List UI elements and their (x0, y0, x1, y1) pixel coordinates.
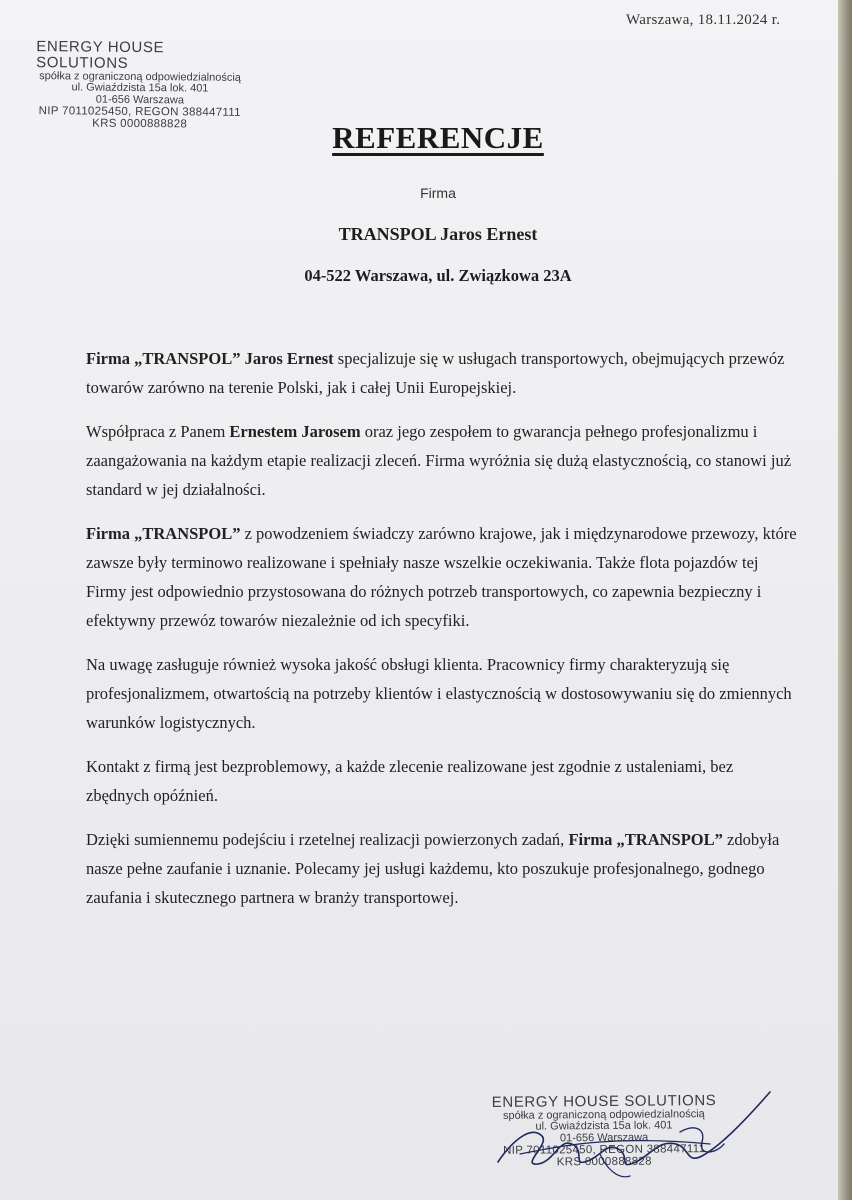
company-stamp-footer (484, 1093, 725, 1170)
paragraph-3 (86, 519, 798, 635)
paragraph-2 (86, 417, 798, 504)
stamp-city: 01-656 Warszawa (95, 93, 185, 106)
stamp-city: 01-656 Warszawa (559, 1131, 649, 1145)
firma-label: Firma (420, 185, 456, 201)
paragraph-text: oraz jego zespołem to gwarancja pełnego profesjonalizmu i zaangażowania na każdym etapie realizacji zleceń. Firma wyróżnia się dużą elastycznością, co stanowi już standard w jej działalności. (86, 422, 792, 499)
stamp-company-name: ENERGY HOUSE SOLUTIONS (491, 1092, 717, 1111)
paragraph-4: Na uwagę zasługuje również wysoka jakość obsługi klienta. Pracownicy firmy charakteryzują się profesjonalizmem, otwartością na potrzeby klientów i elastycznością w dostosowywaniu się do zmiennych warunków logistycznych. (86, 655, 792, 732)
document-date: Warszawa, 18.11.2024 r. (626, 12, 781, 28)
company-stamp-header (30, 39, 251, 131)
bold-company-name: Firma „TRANSPOL” (568, 830, 723, 849)
stamp-company-name: ENERGY HOUSE SOLUTIONS (36, 38, 165, 72)
stamp-street: ul. Gwiaździsta 15a lok. 401 (71, 81, 209, 95)
stamp-krs: KRS 0000888828 (92, 117, 188, 131)
stamp-krs: KRS 0000888828 (556, 1156, 652, 1169)
document-title: REFERENCJE (332, 120, 544, 155)
stamp-street: ul. Gwiaździsta 15a lok. 401 (535, 1119, 673, 1133)
bold-person-name: Ernestem Jarosem (229, 422, 361, 441)
paragraph-6 (86, 825, 798, 912)
letter-body (86, 344, 798, 927)
recipient-address: 04-522 Warszawa, ul. Związkowa 23A (304, 266, 572, 285)
paragraph-5: Kontakt z firmą jest bezproblemowy, a każde zlecenie realizowane jest zgodnie z ustaleniami, bez zbędnych opóźnień. (86, 757, 734, 805)
stamp-legal-form: spółka z ograniczoną odpowiedzialnością (502, 1107, 705, 1122)
paragraph-text: Współpraca z Panem (86, 422, 230, 441)
bold-company-name: Firma „TRANSPOL” (86, 524, 241, 543)
stamp-nip-regon: NIP 7011025450, REGON 388447111 (503, 1143, 706, 1158)
paragraph-text: z powodzeniem świadczy zarówno krajowe, jak i międzynarodowe przewozy, które zawsze były terminowo realizowane i spełniały nasze wszelkie oczekiwania. Także flota pojazdów tej Firmy jest odpowiednio przystosowana do różnych potrzeb transportowych, co zapewnia bezpieczny i efektywny przewóz towarów niezależnie od ich specyfiki. (86, 524, 797, 630)
paragraph-text: zdobyła nasze pełne zaufanie i uznanie. Polecamy jej usługi każdemu, kto poszukuje profesjonalnego, godnego zaufania i skutecznego partnera w branży transportowej. (86, 830, 780, 907)
stamp-legal-form: spółka z ograniczoną odpowiedzialnością (39, 69, 242, 84)
paragraph-text: Dzięki sumiennemu podejściu i rzetelnej realizacji powierzonych zadań, (86, 830, 569, 849)
bold-company-name: Firma „TRANSPOL” Jaros Ernest (86, 349, 334, 368)
paragraph-1 (86, 344, 798, 402)
page-edge (838, 0, 852, 1200)
paragraph-text: specjalizuje się w usługach transportowych, obejmujących przewóz towarów zarówno na terenie Polski, jak i całej Unii Europejskiej. (86, 349, 785, 397)
recipient-company: TRANSPOL Jaros Ernest (338, 224, 538, 244)
stamp-nip-regon: NIP 7011025450, REGON 388447111 (38, 105, 241, 120)
